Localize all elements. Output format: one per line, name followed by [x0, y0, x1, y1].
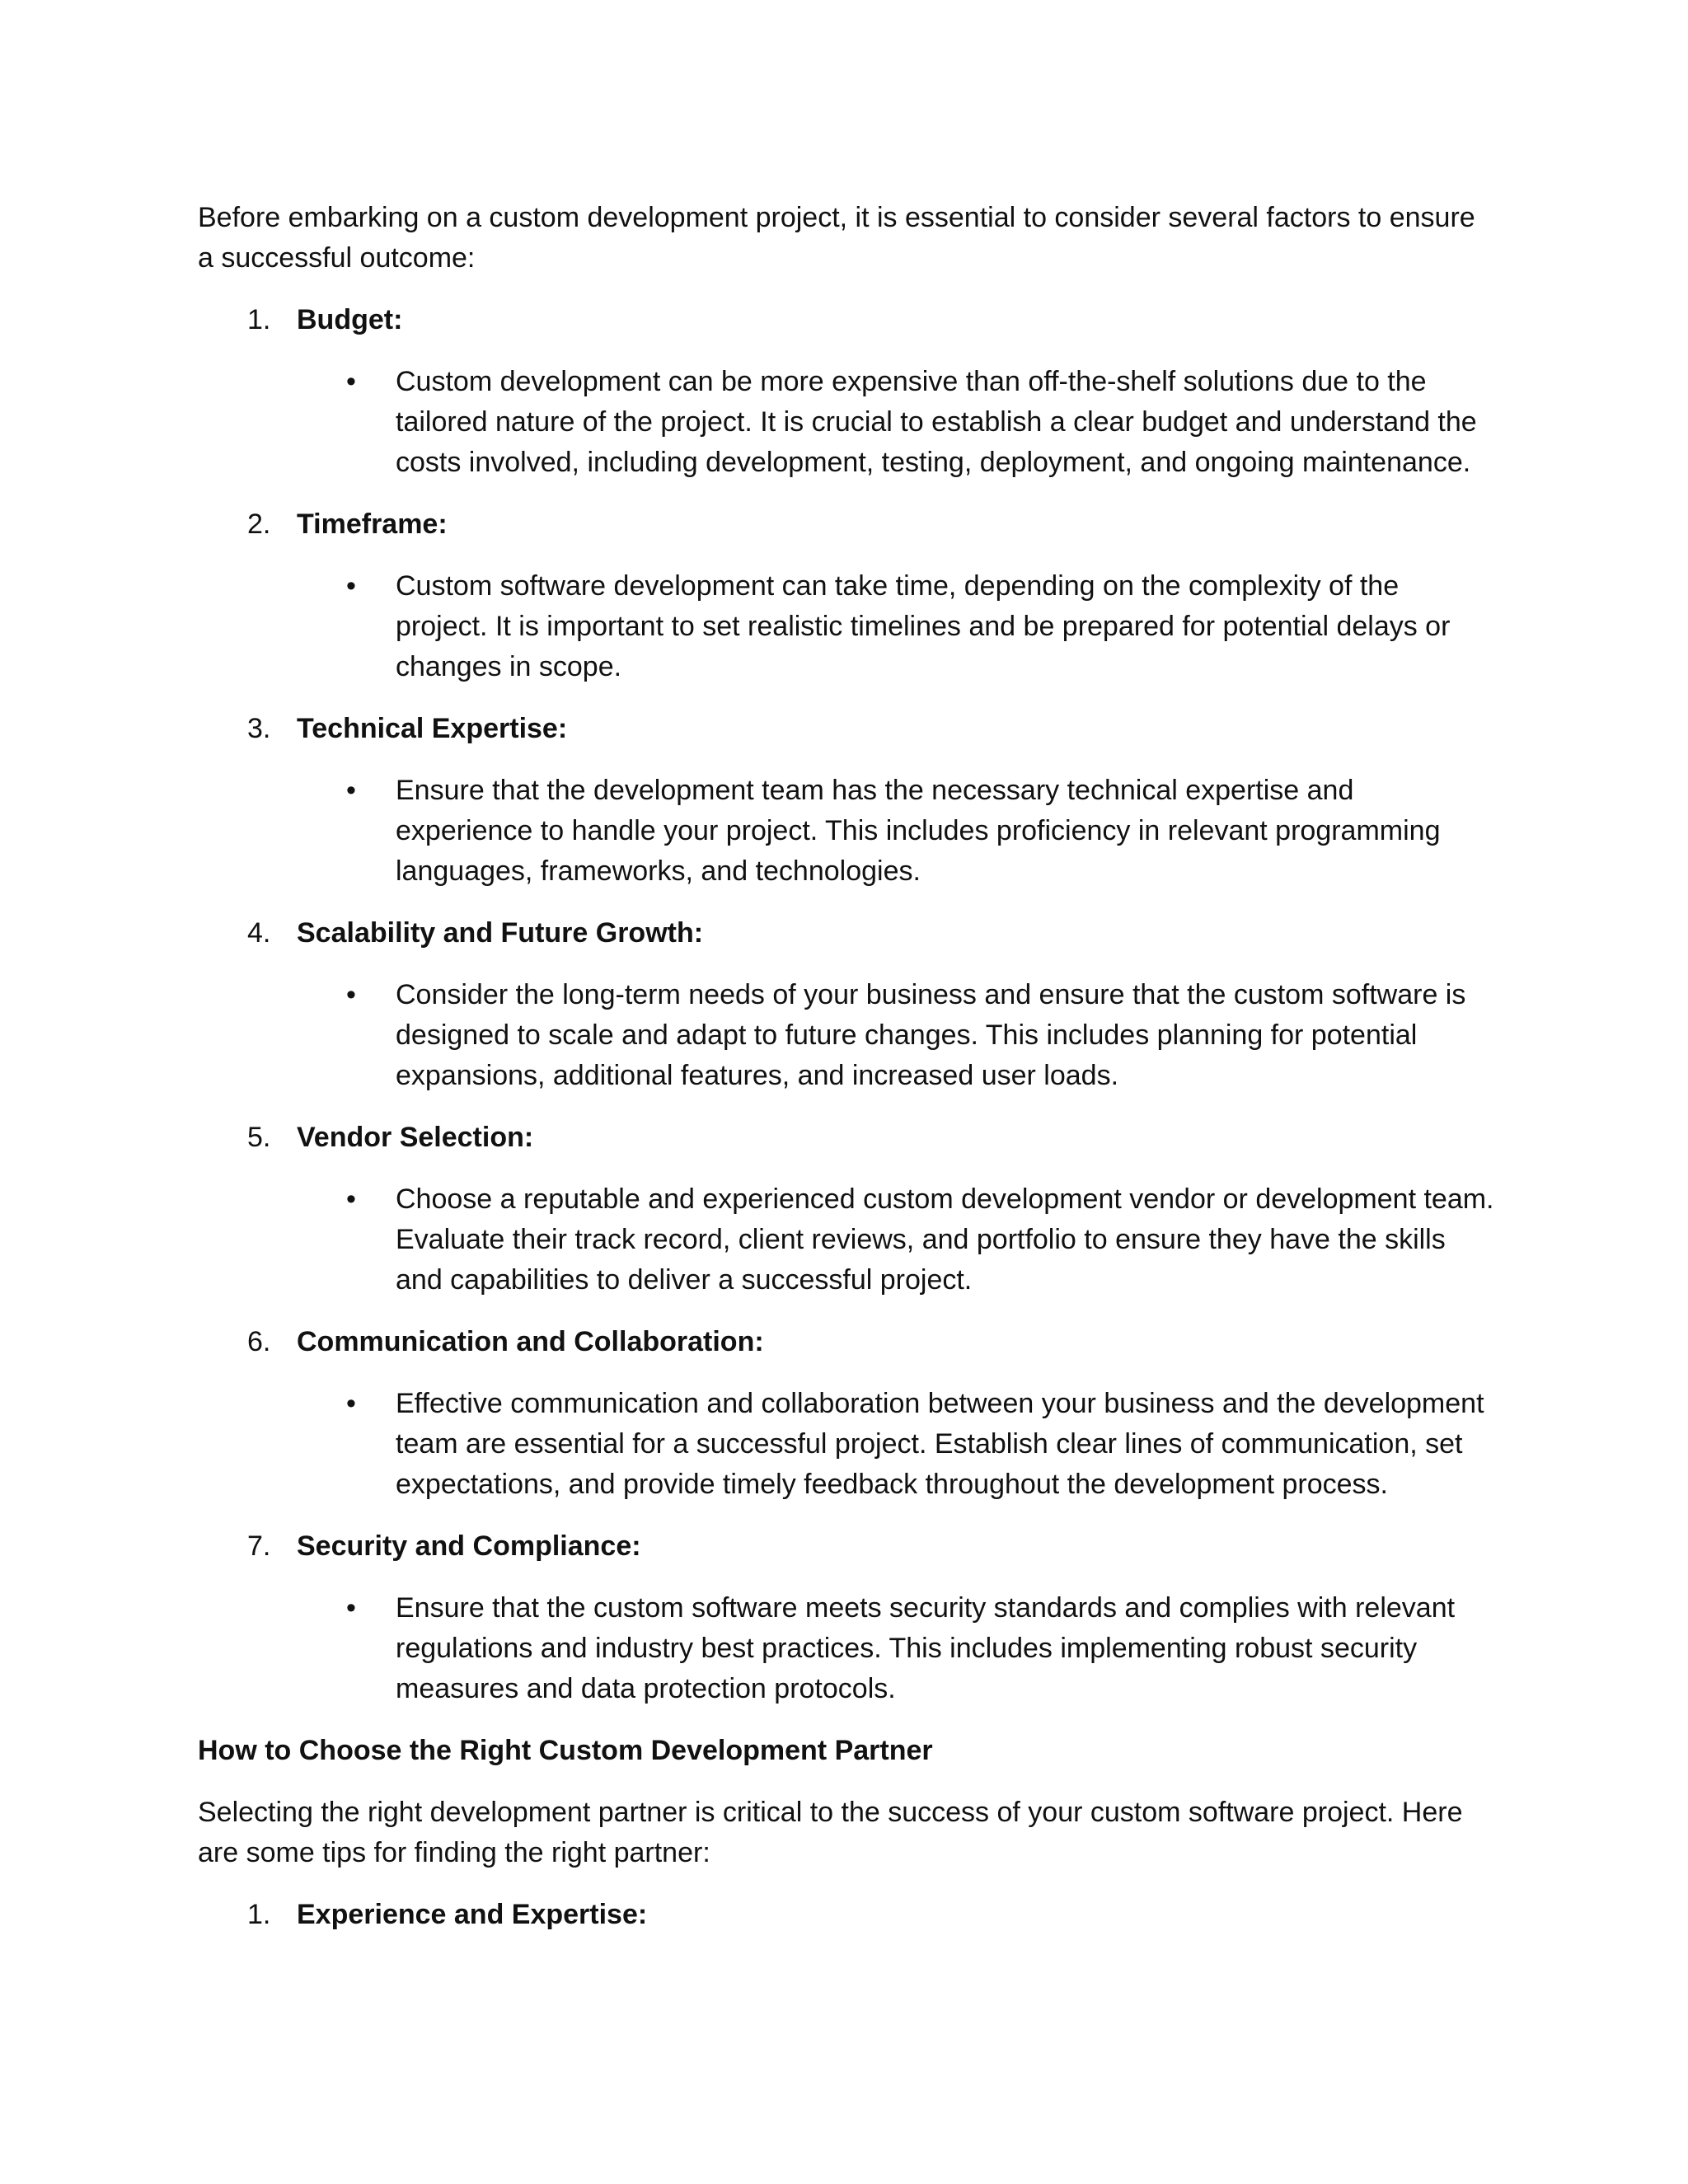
- list-number: 5.: [247, 1122, 271, 1153]
- factor-description: Custom development can be more expensive than off-the-shelf solutions due to the tailored nature of the project. It is crucial to establish a clear budget and understand the costs involved, including development, testing, deployment, and ongoing maintenance.: [396, 366, 1477, 478]
- factor-bullet: [198, 1179, 1496, 1301]
- factor-description: Choose a reputable and experienced custom development vendor or development team. Evaluate their track record, client reviews, and portfolio to ensure they have the skills and capabilities to deliver a successful project.: [396, 1183, 1494, 1296]
- factor-description: Consider the long-term needs of your business and ensure that the custom software is designed to scale and adapt to future changes. This includes planning for potential expansions, additional features, and increased user loads.: [396, 979, 1466, 1091]
- section-heading: How to Choose the Right Custom Development Partner: [198, 1735, 933, 1766]
- factor-item: [198, 300, 1496, 340]
- document-page: [198, 198, 1496, 1957]
- factor-bullet: [198, 1588, 1496, 1709]
- list-number: 1.: [247, 1899, 271, 1930]
- list-number: 6.: [247, 1326, 271, 1357]
- factor-description: Custom software development can take time, depending on the complexity of the project. It is important to set realistic timelines and be prepared for potential delays or changes in scope.: [396, 570, 1451, 682]
- factor-item: [198, 1322, 1496, 1362]
- factor-item: [198, 913, 1496, 954]
- factor-title: Security and Compliance:: [297, 1530, 641, 1562]
- list-number: 2.: [247, 509, 271, 540]
- section-intro-paragraph: Selecting the right development partner is critical to the success of your custom software project. Here are some tips for finding the right partner:: [198, 1797, 1463, 1868]
- factor-title: Communication and Collaboration:: [297, 1326, 764, 1357]
- factor-item: [198, 1526, 1496, 1567]
- factor-item: [198, 1118, 1496, 1158]
- factor-description: Ensure that the custom software meets security standards and complies with relevant regulations and industry best practices. This includes implementing robust security measures and data protection protocols.: [396, 1592, 1456, 1704]
- list-number: 3.: [247, 713, 271, 744]
- factor-title: Scalability and Future Growth:: [297, 917, 704, 949]
- factor-title: Vendor Selection:: [297, 1122, 534, 1153]
- bullet-icon: •: [346, 1388, 356, 1419]
- bullet-icon: •: [346, 366, 356, 397]
- factor-item: [198, 709, 1496, 749]
- intro-paragraph: Before embarking on a custom development project, it is essential to consider several factors to ensure a successful outcome:: [198, 202, 1475, 274]
- factor-bullet: [198, 975, 1496, 1096]
- partner-tip-title: Experience and Expertise:: [297, 1899, 648, 1930]
- factor-bullet: [198, 1384, 1496, 1505]
- factor-description: Effective communication and collaboration between your business and the development team are essential for a successful project. Establish clear lines of communication, set expectations, and provide timely feedback throughout the development process.: [396, 1388, 1484, 1500]
- bullet-icon: •: [346, 979, 356, 1010]
- factor-title: Technical Expertise:: [297, 713, 568, 744]
- factor-description: Ensure that the development team has the necessary technical expertise and experience to handle your project. This includes proficiency in relevant programming languages, frameworks, and technologies.: [396, 775, 1441, 887]
- bullet-icon: •: [346, 1183, 356, 1215]
- factor-bullet: [198, 771, 1496, 892]
- factor-bullet: [198, 566, 1496, 687]
- list-number: 1.: [247, 304, 271, 335]
- factor-title: Timeframe:: [297, 509, 448, 540]
- factor-bullet: [198, 362, 1496, 483]
- bullet-icon: •: [346, 775, 356, 806]
- partner-tip-item: [198, 1895, 1496, 1935]
- factor-item: [198, 504, 1496, 545]
- list-number: 4.: [247, 917, 271, 949]
- factor-title: Budget:: [297, 304, 403, 335]
- bullet-icon: •: [346, 1592, 356, 1624]
- bullet-icon: •: [346, 570, 356, 602]
- list-number: 7.: [247, 1530, 271, 1562]
